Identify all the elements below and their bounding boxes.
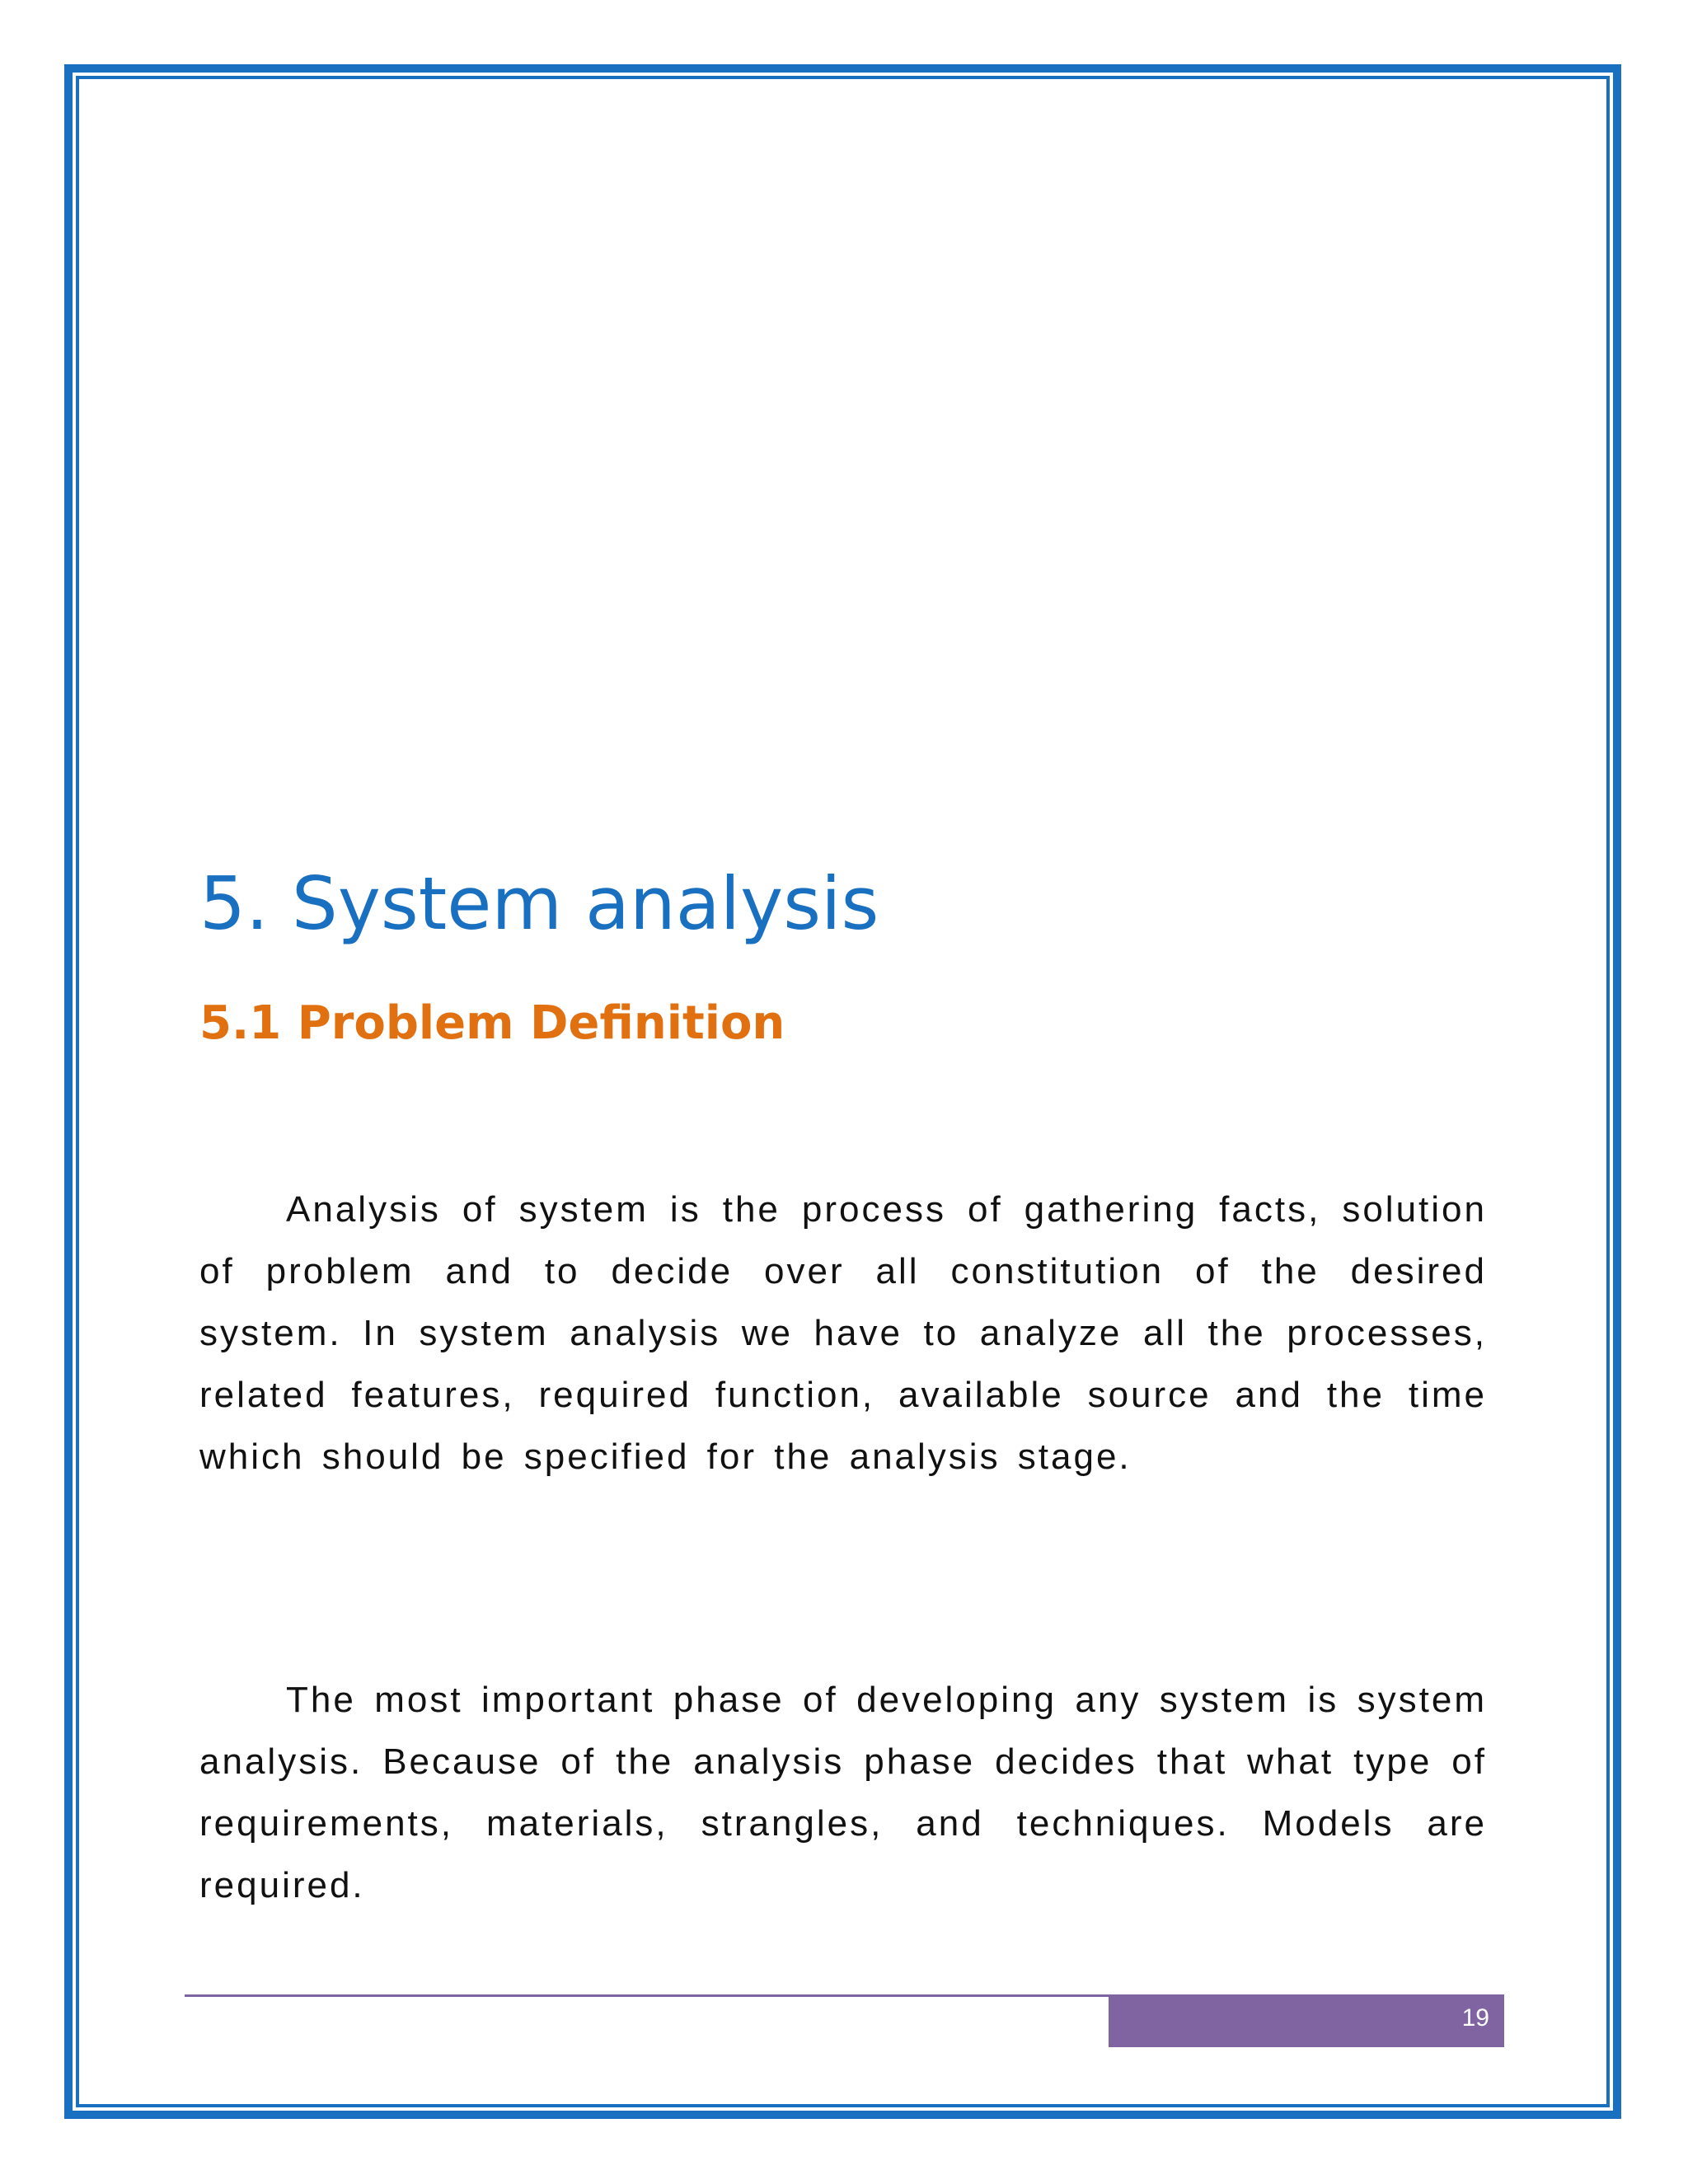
page-number: 19 [1461,2004,1489,2032]
subsection-title: 5.1 Problem Definition [199,996,785,1050]
body-paragraph-1: Analysis of system is the process of gathering facts, solution of problem and to decide over all constitution of the desired system. In system analysis we have to analyze all the processes, related features, required function, available source and the time which should be specified for the analysis stage. [199,1189,1487,1477]
section-title: 5. System analysis [199,861,879,946]
page-number-box [1109,1994,1504,2047]
body-paragraph-2: The most important phase of developing any system is system analysis. Because of the analysis phase decides that what type of requirements, materials, strangles, and techniques. Models are required. [199,1680,1487,1905]
